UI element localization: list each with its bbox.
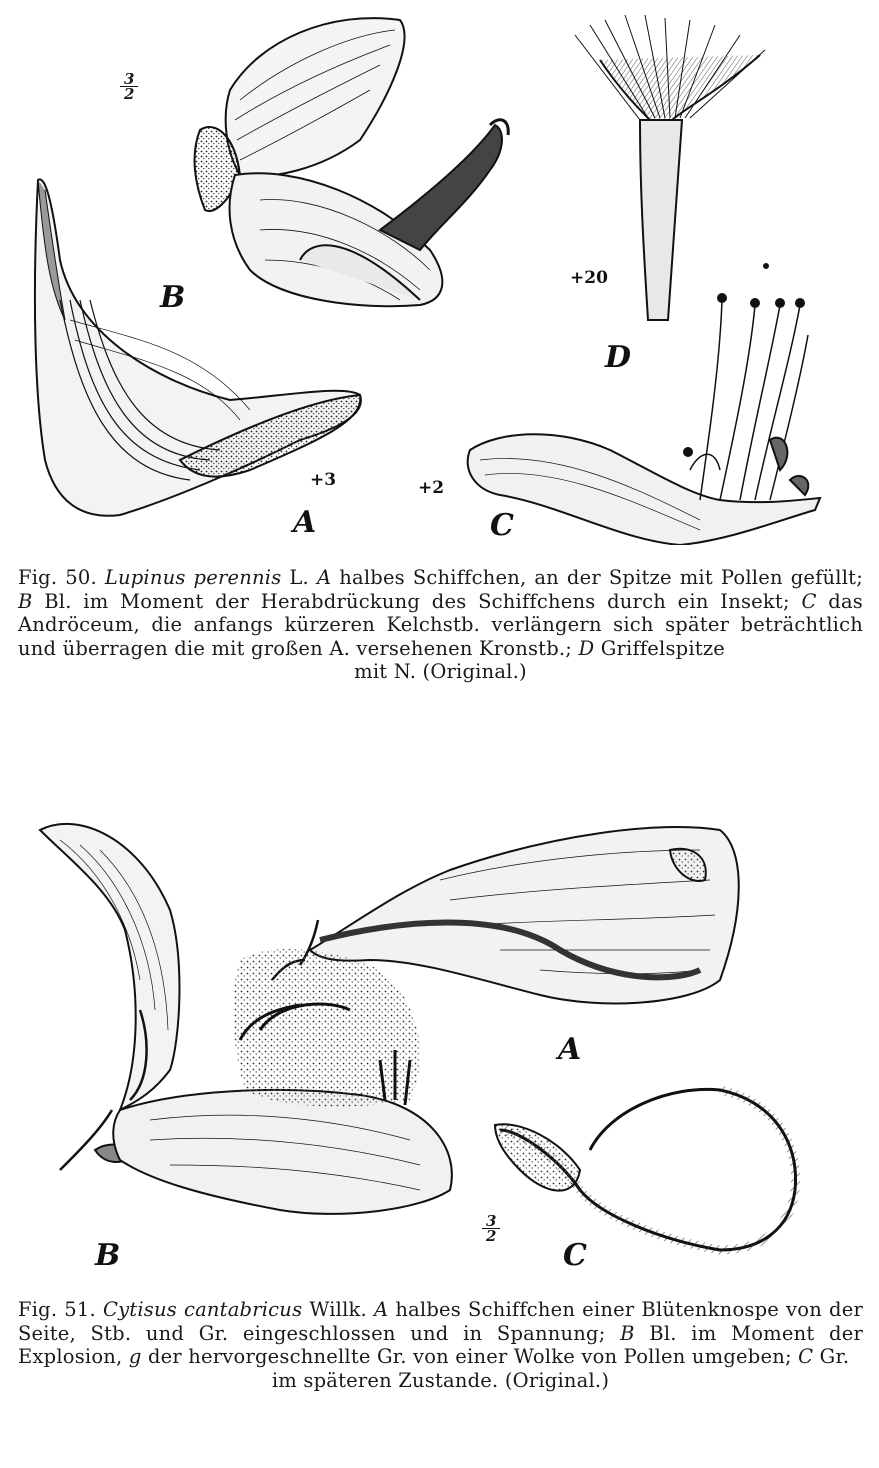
fig50-caption-part-label: C xyxy=(801,589,817,613)
fig51-caption-part-label: B xyxy=(620,1321,635,1345)
fig51-caption-part-text: halbes Schiffchen einer Blütenknospe von der Seite, Stb. und Gr. eingeschlossen und in Spannung; xyxy=(18,1298,863,1345)
fig50-label-b: B xyxy=(160,280,186,315)
fig50-magnification-d: +20 xyxy=(570,268,608,288)
fig51-caption-species: Cytisus cantabricus xyxy=(102,1298,303,1321)
fig50-label-d: D xyxy=(605,340,632,375)
fig50-caption-part-label: A xyxy=(316,566,332,589)
fig50-caption-part-text: Bl. im Moment der Herabdrückung des Schiffchens durch ein Insekt; xyxy=(44,589,790,613)
magnification-denominator: 2 xyxy=(486,1227,497,1245)
fig51-caption-last-line: im späteren Zustande. (Original.) xyxy=(271,1368,610,1392)
fig50-caption-species: Lupinus perennis xyxy=(104,566,282,589)
fig50-magnification-a: +3 xyxy=(310,470,337,490)
fig51-magnification-c xyxy=(482,1214,500,1243)
fig50-caption-part-text: Griffelspitze xyxy=(600,636,726,660)
fig50-flower-b-drawing xyxy=(195,18,509,306)
figure-51-drawing xyxy=(0,810,879,1290)
fig50-caption-part-label: B xyxy=(18,589,33,613)
fig51-style-c-drawing xyxy=(495,1089,796,1250)
fig50-caption xyxy=(18,566,863,684)
figure-51 xyxy=(0,810,879,1290)
fig50-caption-last-line: mit N. (Original.) xyxy=(354,660,527,683)
fig50-magnification-c: +2 xyxy=(418,478,445,498)
figure-50 xyxy=(0,0,879,545)
fig51-caption-part-label: C xyxy=(798,1345,814,1368)
fig51-flower-b-drawing xyxy=(40,824,452,1214)
fig51-caption xyxy=(18,1298,863,1392)
fig51-caption-figno: Fig. 51. xyxy=(18,1298,96,1321)
fig51-caption-author: Willk. xyxy=(309,1298,367,1321)
magnification-numerator: 3 xyxy=(482,1214,500,1229)
fig50-androecium-c-drawing xyxy=(468,294,820,545)
fig51-caption-part-text: Bl. im Moment der Explosion, xyxy=(18,1321,863,1368)
fig50-caption-part-text: halbes Schiffchen, an der Spitze mit Pollen gefüllt; xyxy=(339,566,863,589)
fig51-caption-part-text: der hervorgeschnellte Gr. von einer Wolke von Pollen umgeben; xyxy=(147,1345,792,1368)
fig50-caption-author: L. xyxy=(289,566,309,589)
magnification-numerator: 3 xyxy=(120,72,138,87)
fig50-caption-part-text: das Andröceum, die anfangs kürzeren Kelchstb. verlängern sich später beträchtlich und überragen die mit großen A. versehenen Kronstb.; xyxy=(18,589,863,660)
fig51-label-c: C xyxy=(563,1238,587,1273)
fig50-magnification-b xyxy=(120,72,138,101)
fig51-label-b: B xyxy=(95,1238,121,1273)
fig50-label-c: C xyxy=(490,508,514,543)
fig50-label-a: A xyxy=(293,505,317,540)
fig51-caption-part-label: g xyxy=(128,1345,142,1368)
fig50-caption-figno: Fig. 50. xyxy=(18,566,97,589)
fig50-caption-part-label: D xyxy=(578,636,595,660)
fig51-caption-part-label: A xyxy=(374,1298,389,1321)
magnification-denominator: 2 xyxy=(124,85,135,103)
fig51-label-a: A xyxy=(558,1032,582,1067)
fig51-caption-part-text: Gr. xyxy=(819,1345,850,1368)
